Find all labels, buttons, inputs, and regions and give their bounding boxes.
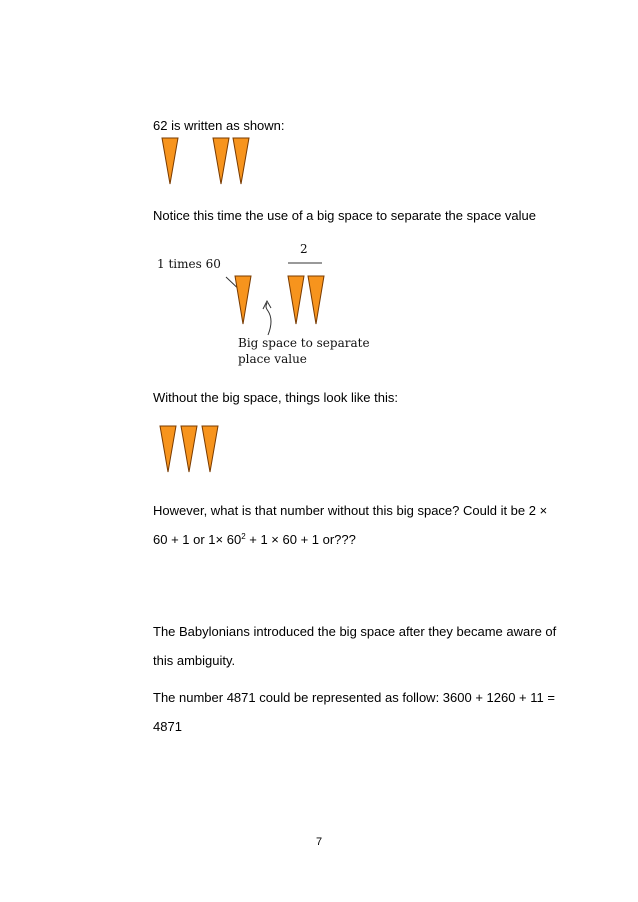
text-line-babylonians-1: The Babylonians introduced the big space after they became aware of: [153, 624, 557, 639]
label-big-space-2: place value: [238, 352, 307, 366]
wedge-c-icon: [201, 425, 219, 473]
text-line-however-2: [153, 525, 573, 554]
text-line-4871-1: The number 4871 could be represented as follow: 3600 + 1260 + 11 =: [153, 690, 555, 705]
wedge-3-icon: [232, 137, 250, 185]
label-big-space-1: Big space to separate: [238, 336, 370, 350]
text-line-however-1: However, what is that number without this big space? Could it be 2 ×: [153, 503, 548, 518]
text-line-without: Without the big space, things look like this:: [153, 390, 398, 405]
exponent: 2: [241, 532, 246, 541]
wedge-60-icon: [234, 275, 252, 325]
text-line-4871-2: 4871: [153, 719, 182, 734]
wedge-b-icon: [180, 425, 198, 473]
page-number: 7: [315, 836, 323, 848]
wedge-unit-1-icon: [287, 275, 305, 325]
label-1-times-60: 1 times 60: [157, 257, 221, 271]
wedge-unit-2-icon: [307, 275, 325, 325]
label-2: 2: [300, 242, 308, 256]
text-line-62: 62 is written as shown:: [153, 118, 285, 133]
expr-part-1: 60 + 1 or 1× 60: [153, 532, 242, 547]
text-line-babylonians-2: this ambiguity.: [153, 653, 236, 668]
text-line-notice: Notice this time the use of a big space to separate the space value: [153, 208, 537, 223]
expr-part-2: + 1 × 60 + 1 or???: [245, 532, 356, 547]
wedge-2-icon: [212, 137, 230, 185]
wedge-1-icon: [161, 137, 179, 185]
wedge-a-icon: [159, 425, 177, 473]
